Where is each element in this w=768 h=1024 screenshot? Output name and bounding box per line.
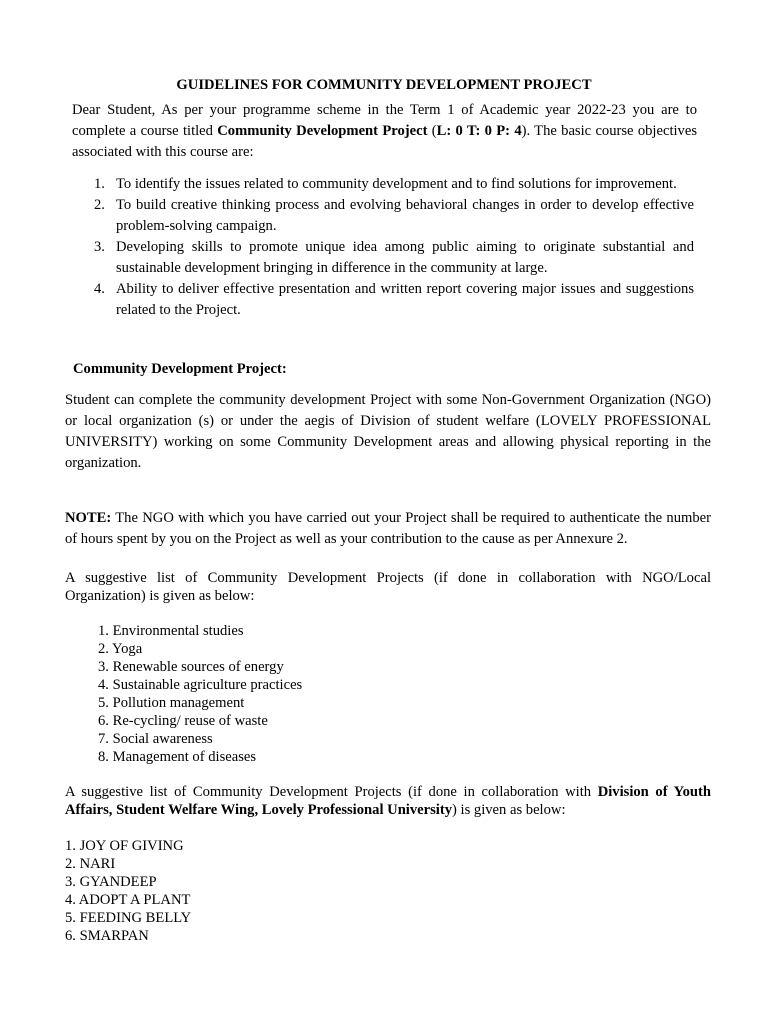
intro-paragraph [72,100,697,163]
objective-number: 3. [94,239,105,255]
objective-text: To build creative thinking process and evolving behavioral changes in order to develop effective problem-solving campaign. [116,197,694,234]
objective-number: 2. [94,197,105,213]
lpu-project-item: 6. SMARPAN [65,928,149,944]
objective-text: Ability to deliver effective presentation and written report covering major issues and suggestions related to the Project. [116,281,694,318]
lpu-project-item: 2. NARI [65,856,116,872]
ngo-project-item: 3. Renewable sources of energy [98,659,284,675]
note-label: NOTE: [65,510,112,526]
objective-item [94,195,694,237]
section-heading: Community Development Project: [73,361,287,377]
ngo-project-item: 2. Yoga [98,641,143,657]
document-title: GUIDELINES FOR COMMUNITY DEVELOPMENT PROJECT [176,77,592,93]
lpu-project-item: 4. ADOPT A PLANT [65,892,191,908]
objective-item [94,279,694,321]
lpu-project-item: 1. JOY OF GIVING [65,838,184,854]
lpu-division-name: Division of Youth Affairs, Student Welfare Wing, Lovely Professional University [65,784,711,818]
objective-text: To identify the issues related to community development and to find solutions for improvement. [116,176,677,192]
ngo-project-item: 1. Environmental studies [98,623,244,639]
objectives-list [94,174,694,321]
objective-text: Developing skills to promote unique idea among public aiming to originate substantial and sustainable development bringing in difference in the community at large. [116,239,694,276]
intro-text-part2: ( [427,123,437,139]
section-paragraph: Student can complete the community development Project with some Non-Government Organization (NGO) or local organization (s) or under the aegis of Division of student welfare (LOVELY PROFESSIONAL UNIVERSITY) working on some Community Development areas and allowing physical reporting in the organization. [65,392,711,471]
lpu-intro-part2: ) is given as below: [452,802,566,818]
ngo-project-list [98,622,302,766]
lpu-project-list [65,837,191,945]
objective-number: 4. [94,281,105,297]
course-credits: L: 0 T: 0 P: 4 [436,123,522,139]
note-text: The NGO with which you have carried out your Project shall be required to authenticate the number of hours spent by you on the Project as well as your contribution to the cause as per Annexure 2. [65,510,711,547]
objective-item [94,237,694,279]
objective-item [94,174,694,195]
ngo-project-item: 6. Re-cycling/ reuse of waste [98,713,268,729]
lpu-suggestion-intro [65,783,711,819]
lpu-project-item: 5. FEEDING BELLY [65,910,192,926]
note-paragraph [65,508,711,550]
lpu-intro-part1: A suggestive list of Community Development Projects (if done in collaboration with [65,784,598,800]
ngo-project-item: 4. Sustainable agriculture practices [98,677,303,693]
ngo-project-item: 5. Pollution management [98,695,245,711]
intro-text-part1: Dear Student, As per your programme scheme in the Term 1 of Academic year 2022-23 you are to complete a course titled [72,102,697,139]
ngo-project-item: 8. Management of diseases [98,749,257,765]
objective-number: 1. [94,176,105,192]
lpu-project-item: 3. GYANDEEP [65,874,157,890]
ngo-suggestion-intro: A suggestive list of Community Development Projects (if done in collaboration with NGO/Local Organization) is given as below: [65,570,711,604]
course-name: Community Development Project [217,123,428,139]
ngo-project-item: 7. Social awareness [98,731,213,747]
intro-text-part3: ). The basic course objectives associated with this course are: [72,123,698,160]
